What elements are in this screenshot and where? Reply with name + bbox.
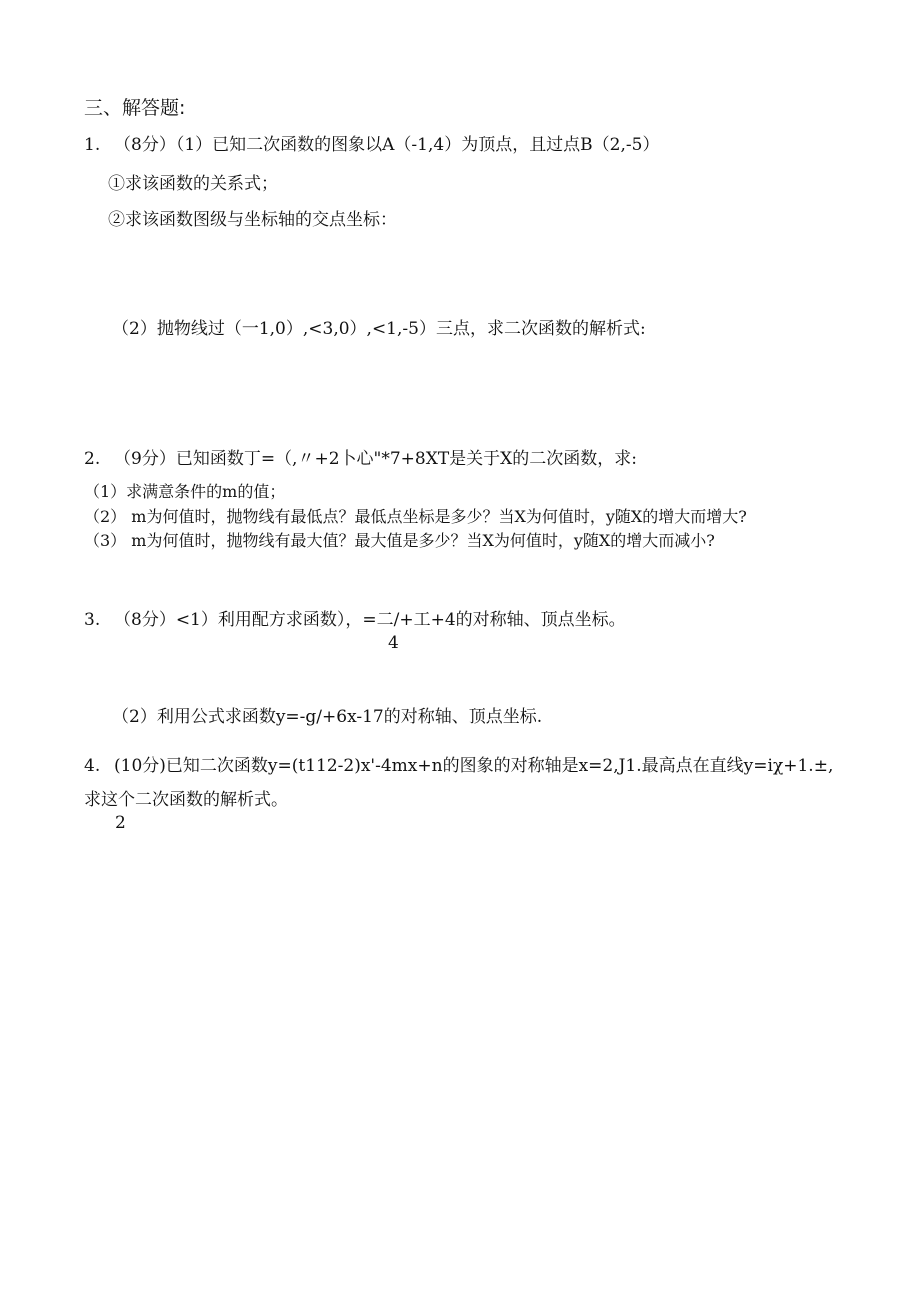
question-3-denominator: 4 [388,633,399,653]
question-2-line [84,448,637,470]
question-4-number: 4. [84,756,101,776]
question-2-number: 2. [84,449,101,469]
question-3-number: 3. [84,610,101,630]
question-4-line-2: 求这个二次函数的解析式。 [84,790,288,810]
question-1-number: 1. [84,135,101,155]
question-1-text: （8分）（1）已知二次函数的图象以A（-1,4）为顶点，且过点B（2,-5） [114,135,660,155]
question-1-part-2: （2）抛物线过（一1,0）,<3,0）,<1,-5）三点，求二次函数的解析式: [112,319,646,339]
question-3-part-2: （2）利用公式求函数y=-g∕+6x-17的对称轴、顶点坐标. [112,707,543,727]
question-2-text: （9分）已知函数丁=（,〃+2卜心"*7+8XT是关于X的二次函数，求: [114,449,637,469]
question-2-sub-1: （1）求满意条件的m的值； [84,482,286,501]
question-1-line [84,134,659,156]
question-2-sub-3: （3） m为何值时，抛物线有最大值？最大值是多少？当X为何值时，y随X的增大而减小? [84,531,715,550]
question-4-line [84,755,833,777]
section-title: 三、解答题: [84,97,186,119]
question-4-text: (10分)已知二次函数y=(t112-2)x'-4mx+n的图象的对称轴是x=2,J1.最高点在直线y=iχ+1.±, [114,756,834,776]
question-1-sub-1: ①求该函数的关系式； [108,174,278,194]
question-3-text: （8分）<1）利用配方求函数），=二/+工+4的对称轴、顶点坐标。 [114,610,626,630]
question-2-sub-2: （2） m为何值时，抛物线有最低点？最低点坐标是多少？当X为何值时，y随X的增大而增大? [84,507,747,526]
question-3-line [84,609,626,631]
question-1-sub-2: ②求该函数图级与坐标轴的交点坐标： [108,210,397,230]
question-4-denominator: 2 [115,813,126,833]
